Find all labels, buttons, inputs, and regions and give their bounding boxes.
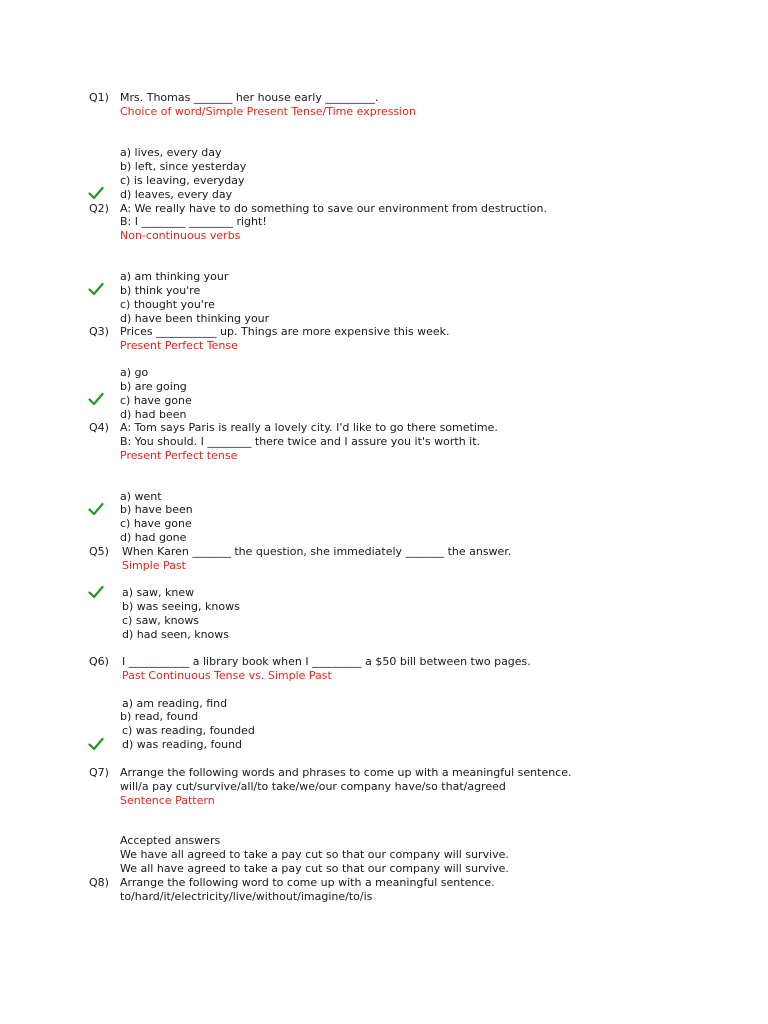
question-number: Q5)	[89, 545, 109, 558]
answers-heading: Accepted answers	[120, 834, 221, 847]
answer-option: b) think you're	[120, 284, 201, 297]
answer-option: d) was reading, found	[122, 738, 243, 751]
question-text: Arrange the following word to come up with a meaningful sentence.	[120, 876, 495, 889]
answer-option: d) had been	[120, 408, 187, 421]
answer-option: b) left, since yesterday	[120, 160, 247, 173]
answer-option: c) have gone	[120, 394, 192, 407]
answer-option: a) am reading, find	[122, 697, 228, 710]
question-topic: Present Perfect Tense	[120, 339, 238, 352]
accepted-answer: We all have agreed to take a pay cut so that our company will survive.	[120, 862, 509, 875]
checkmark-icon	[88, 282, 104, 296]
checkmark-icon	[88, 585, 104, 599]
question-number: Q4)	[89, 421, 109, 434]
answer-option: d) had gone	[120, 531, 187, 544]
question-text: A: Tom says Paris is really a lovely city. I'd like to go there sometime.	[120, 421, 498, 434]
checkmark-icon	[88, 392, 104, 406]
answer-option: a) went	[120, 490, 162, 503]
question-text: I ___________ a library book when I _________ a $50 bill between two pages.	[122, 655, 531, 668]
answer-option: a) saw, knew	[122, 586, 195, 599]
question-topic: Present Perfect tense	[120, 449, 238, 462]
checkmark-icon	[88, 186, 104, 200]
accepted-answer: We have all agreed to take a pay cut so that our company will survive.	[120, 848, 509, 861]
answer-option: c) have gone	[120, 517, 192, 530]
question-topic: Non-continuous verbs	[120, 229, 241, 242]
question-topic: Sentence Pattern	[120, 794, 215, 807]
question-number: Q7)	[89, 766, 109, 779]
question-topic: Past Continuous Tense vs. Simple Past	[122, 669, 332, 682]
question-text: to/hard/it/electricity/live/without/imagine/to/is	[120, 890, 373, 903]
question-text: Mrs. Thomas _______ her house early _________.	[120, 91, 379, 104]
question-text: B: You should. I ________ there twice and I assure you it's worth it.	[120, 435, 481, 448]
answer-option: d) leaves, every day	[120, 188, 233, 201]
answer-option: c) was reading, founded	[122, 724, 255, 737]
question-text: A: We really have to do something to save our environment from destruction.	[120, 202, 547, 215]
question-text: Arrange the following words and phrases to come up with a meaningful sentence.	[120, 766, 572, 779]
question-topic: Simple Past	[122, 559, 186, 572]
answer-option: a) am thinking your	[120, 270, 229, 283]
question-text: When Karen _______ the question, she immediately _______ the answer.	[122, 545, 512, 558]
question-number: Q8)	[89, 876, 109, 889]
answer-option: c) saw, knows	[122, 614, 200, 627]
answer-option: c) thought you're	[120, 298, 215, 311]
answer-option: b) read, found	[120, 710, 199, 723]
question-topic: Choice of word/Simple Present Tense/Time expression	[120, 105, 416, 118]
checkmark-icon	[88, 737, 104, 751]
answer-option: a) go	[120, 366, 149, 379]
question-number: Q3)	[89, 325, 109, 338]
question-text: B: I ________ ________ right!	[120, 215, 267, 228]
answer-option: b) have been	[120, 503, 193, 516]
answer-option: b) was seeing, knows	[122, 600, 240, 613]
answer-option: c) is leaving, everyday	[120, 174, 245, 187]
answer-option: d) had seen, knows	[122, 628, 229, 641]
question-number: Q1)	[89, 91, 109, 104]
question-number: Q6)	[89, 655, 109, 668]
checkmark-icon	[88, 502, 104, 516]
question-text: Prices ___________ up. Things are more expensive this week.	[120, 325, 450, 338]
answer-option: b) are going	[120, 380, 187, 393]
answer-option: a) lives, every day	[120, 146, 222, 159]
question-number: Q2)	[89, 202, 109, 215]
question-text: will/a pay cut/survive/all/to take/we/our company have/so that/agreed	[120, 780, 506, 793]
answer-option: d) have been thinking your	[120, 312, 270, 325]
